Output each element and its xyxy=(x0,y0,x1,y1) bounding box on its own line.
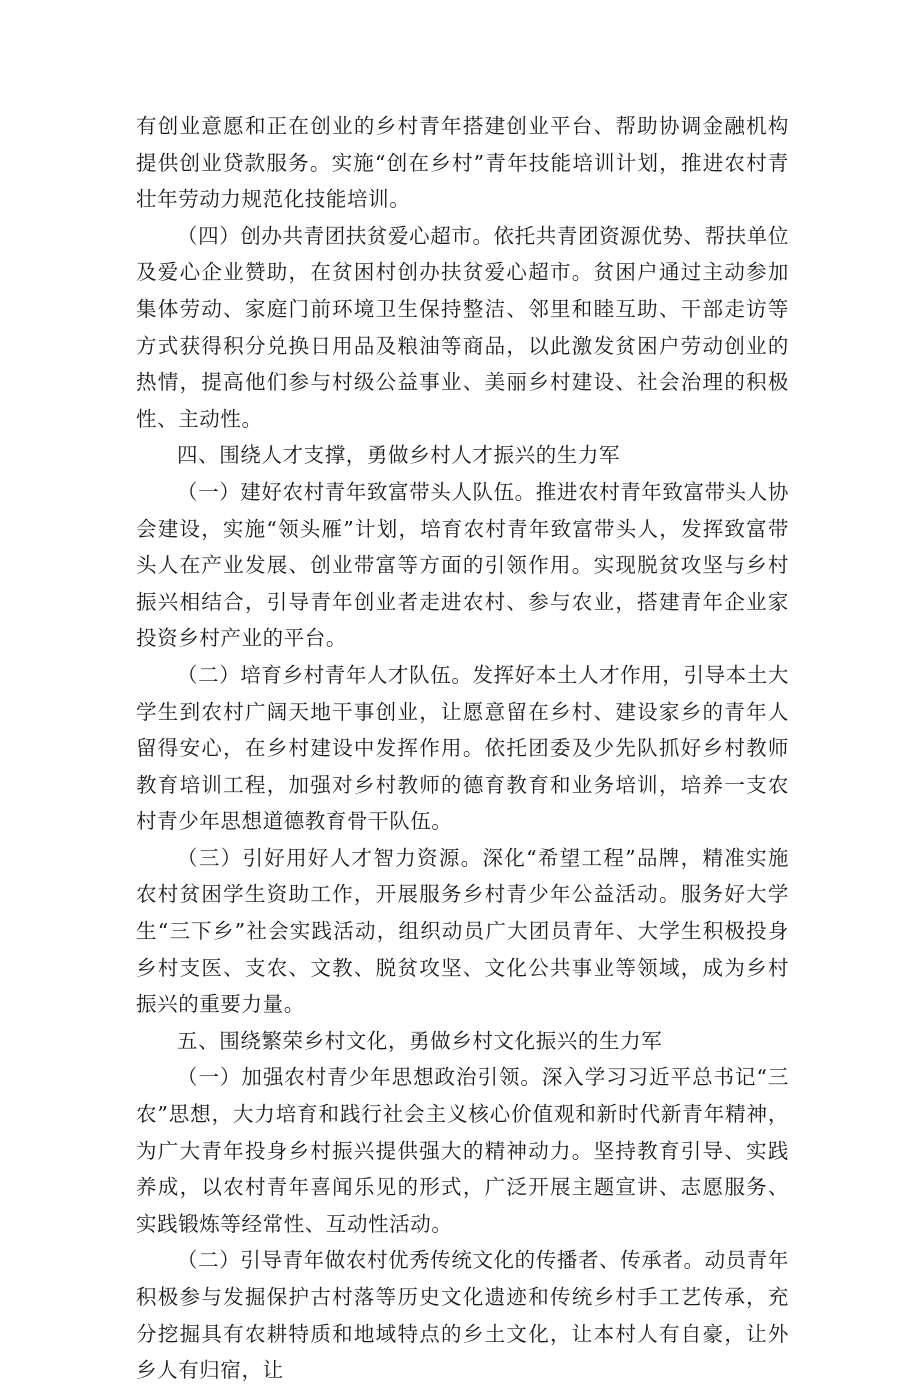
paragraph-youth-talent-team: （二）培育乡村青年人才队伍。发挥好本土人才作用，引导本土大学生到农村广阔天地干事创业，让愿意留在乡村、建设家乡的青年人留得安心，在乡村建设中发挥作用。依托团委及少先队抓好乡村教师教育培训工程，加强对乡村教师的德育教育和业务培训，培养一支农村青少年思想道德教育骨干队伍。 xyxy=(136,662,789,834)
paragraph-traditional-culture: （二）引导青年做农村优秀传统文化的传播者、传承者。动员青年积极参与发掘保护古村落等历史文化遗迹和传统乡村手工艺传承，充分挖掘具有农耕特质和地域特点的乡土文化，让本村人有自豪，让外乡人有归宿，让 xyxy=(136,1248,789,1383)
document-body xyxy=(136,108,789,1389)
paragraph-rich-leader-team: （一）建好农村青年致富带头人队伍。推进农村青年致富带头人协会建设，实施“领头雁”计划，培育农村青年致富带头人，发挥致富带头人在产业发展、创业带富等方面的引领作用。实现脱贫攻坚与乡村振兴相结合，引导青年创业者走进农村、参与农业，搭建青年企业家投资乡村产业的平台。 xyxy=(136,479,789,651)
paragraph-talent-resources: （三）引好用好人才智力资源。深化“希望工程”品牌，精准实施农村贫困学生资助工作，开展服务乡村青少年公益活动。服务好大学生“三下乡”社会实践活动，组织动员广大团员青年、大学生积极投身乡村支医、支农、文教、脱贫攻坚、文化公共事业等领域，成为乡村振兴的重要力量。 xyxy=(136,845,789,1017)
paragraph-continued-entrepreneurship: 有创业意愿和正在创业的乡村青年搭建创业平台、帮助协调金融机构提供创业贷款服务。实施“创在乡村”青年技能培训计划，推进农村青壮年劳动力规范化技能培训。 xyxy=(136,114,789,212)
paragraph-political-guidance: （一）加强农村青少年思想政治引领。深入学习习近平总书记“三农”思想，大力培育和践行社会主义核心价值观和新时代新青年精神，为广大青年投身乡村振兴提供强大的精神动力。坚持教育引导、实践养成，以农村青年喜闻乐见的形式，广泛开展主题宣讲、志愿服务、实践锻炼等经常性、互动性活动。 xyxy=(136,1065,789,1236)
paragraph-charity-supermarket: （四）创办共青团扶贫爱心超市。依托共青团资源优势、帮扶单位及爱心企业赞助，在贫困村创办扶贫爱心超市。贫困户通过主动参加集体劳动、家庭门前环境卫生保持整洁、邻里和睦互助、干部走访等方式获得积分兑换日用品及粮油等商品，以此激发贫困户劳动创业的热情，提高他们参与村级公益事业、美丽乡村建设、社会治理的积极性、主动性。 xyxy=(136,223,789,431)
section-heading-rural-culture: 五、围绕繁荣乡村文化，勇做乡村文化振兴的生力军 xyxy=(177,1028,663,1053)
section-heading-talent-support: 四、围绕人才支撑，勇做乡村人才振兴的生力军 xyxy=(177,443,621,468)
